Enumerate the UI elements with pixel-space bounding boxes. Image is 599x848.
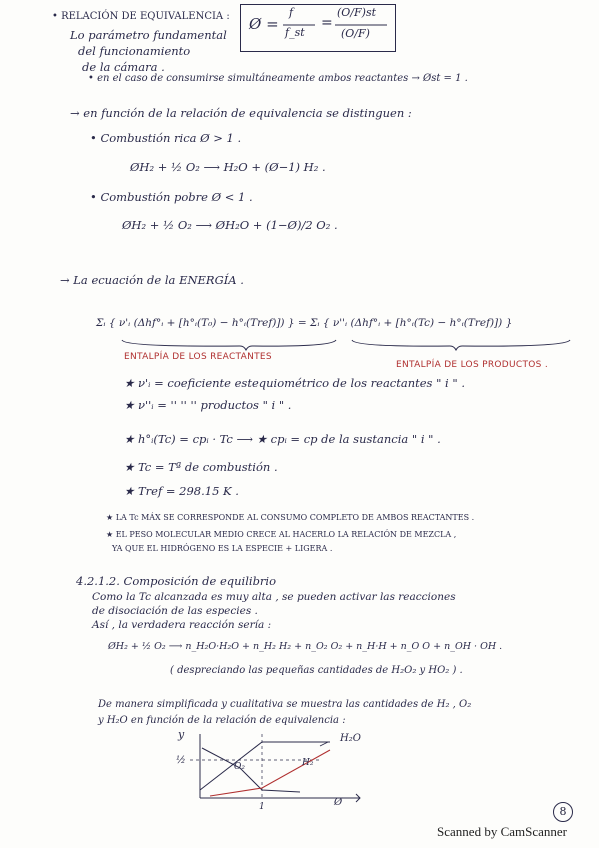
note-line: ★ Tc = Tª de combustión . xyxy=(124,460,278,474)
note-line: → en función de la relación de equivalencia se distinguen : xyxy=(70,106,412,120)
formula-equals: = xyxy=(321,15,333,31)
section-energy: → La ecuación de la ENERGÍA . xyxy=(60,273,244,287)
equation-rich: ØH₂ + ½ O₂ ⟶ H₂O + (Ø−1) H₂ . xyxy=(130,160,326,174)
graph-x-label: Ø xyxy=(334,797,343,808)
heading-equivalence: • RELACIÓN DE EQUIVALENCIA : xyxy=(52,11,230,22)
note-line: YA QUE EL HIDRÓGENO ES LA ESPECIE + LIGERA . xyxy=(112,544,333,553)
formula-numerator: (O/F)st xyxy=(337,6,377,19)
graph-one-label: 1 xyxy=(259,802,265,812)
note-line: Lo parámetro fundamental xyxy=(70,28,227,42)
note-line: de la cámara . xyxy=(82,60,165,74)
fraction-bars xyxy=(241,5,395,51)
graph-h2-label: H₂ xyxy=(302,758,314,768)
note-line: • Combustión pobre Ø < 1 . xyxy=(90,190,253,204)
note-line: Así , la verdadera reacción sería : xyxy=(92,619,272,631)
note-line: ★ ν''ᵢ = '' '' '' productos " i " . xyxy=(124,398,292,412)
graph-o2-label: O₂ xyxy=(234,762,245,772)
label-product-enthalpy: ENTALPÍA DE LOS PRODUCTOS . xyxy=(396,360,548,370)
note-line: De manera simplificada y cualitativa se muestra las cantidades de H₂ , O₂ xyxy=(98,699,472,710)
graph-h2o-label: H₂O xyxy=(340,733,361,744)
note-line: ★ h°ᵢ(Tc) = cpᵢ · Tc ⟶ ★ cpᵢ = cp de la sustancia " i " . xyxy=(124,432,441,446)
scanner-watermark: Scanned by CamScanner xyxy=(437,824,567,839)
equation-equilibrium: ØH₂ + ½ O₂ ⟶ n_H₂O·H₂O + n_H₂ H₂ + n_O₂ O₂ + n_H·H + n_O O + n_OH · OH . xyxy=(108,641,503,652)
note-line: y H₂O en función de la relación de equivalencia : xyxy=(98,715,346,726)
note-line: Como la Tc alcanzada es muy alta , se pueden activar las reacciones xyxy=(92,591,456,603)
graph-y-label: y xyxy=(178,728,185,741)
formula-phi: Ø = xyxy=(249,15,279,33)
page-number-circle: 8 xyxy=(553,802,573,822)
note-line: • en el caso de consumirse simultáneamente ambos reactantes → Øst = 1 . xyxy=(88,73,468,84)
equation-lean: ØH₂ + ½ O₂ ⟶ ØH₂O + (1−Ø)/2 O₂ . xyxy=(122,218,338,232)
subsection-equilibrium: 4.2.1.2. Composición de equilibrio xyxy=(76,574,277,588)
label-reactant-enthalpy: ENTALPÍA DE LOS REACTANTES xyxy=(124,352,272,362)
note-line: ★ ν'ᵢ = coeficiente estequiométrico de los reactantes " i " . xyxy=(124,376,465,390)
note-line: ( despreciando las pequeñas cantidades de H₂O₂ y HO₂ ) . xyxy=(170,665,463,676)
note-line: ★ Tref = 298.15 K . xyxy=(124,484,239,498)
note-line: • Combustión rica Ø > 1 . xyxy=(90,131,242,145)
energy-equation: Σᵢ { ν'ᵢ (Δhf°ᵢ + [h°ᵢ(T₀) − h°ᵢ(Tref)]) } = Σᵢ { ν''ᵢ (Δhf°ᵢ + [h°ᵢ(Tc) − h°ᵢ(Tref)]) } xyxy=(96,317,513,329)
note-line: del funcionamiento xyxy=(78,44,191,58)
formula-denominator: (O/F) xyxy=(341,27,370,40)
note-line: ★ LA Tc MÁX SE CORRESPONDE AL CONSUMO COMPLETO DE AMBOS REACTANTES . xyxy=(106,513,475,522)
formula-f: f xyxy=(289,6,294,19)
graph-half-label: ½ xyxy=(176,755,186,766)
equivalence-formula-box xyxy=(240,4,396,52)
note-line: de disociación de las especies . xyxy=(92,605,258,617)
formula-fst: f_st xyxy=(285,26,305,39)
note-line: ★ EL PESO MOLECULAR MEDIO CRECE AL HACERLO LA RELACIÓN DE MEZCLA , xyxy=(106,530,457,539)
